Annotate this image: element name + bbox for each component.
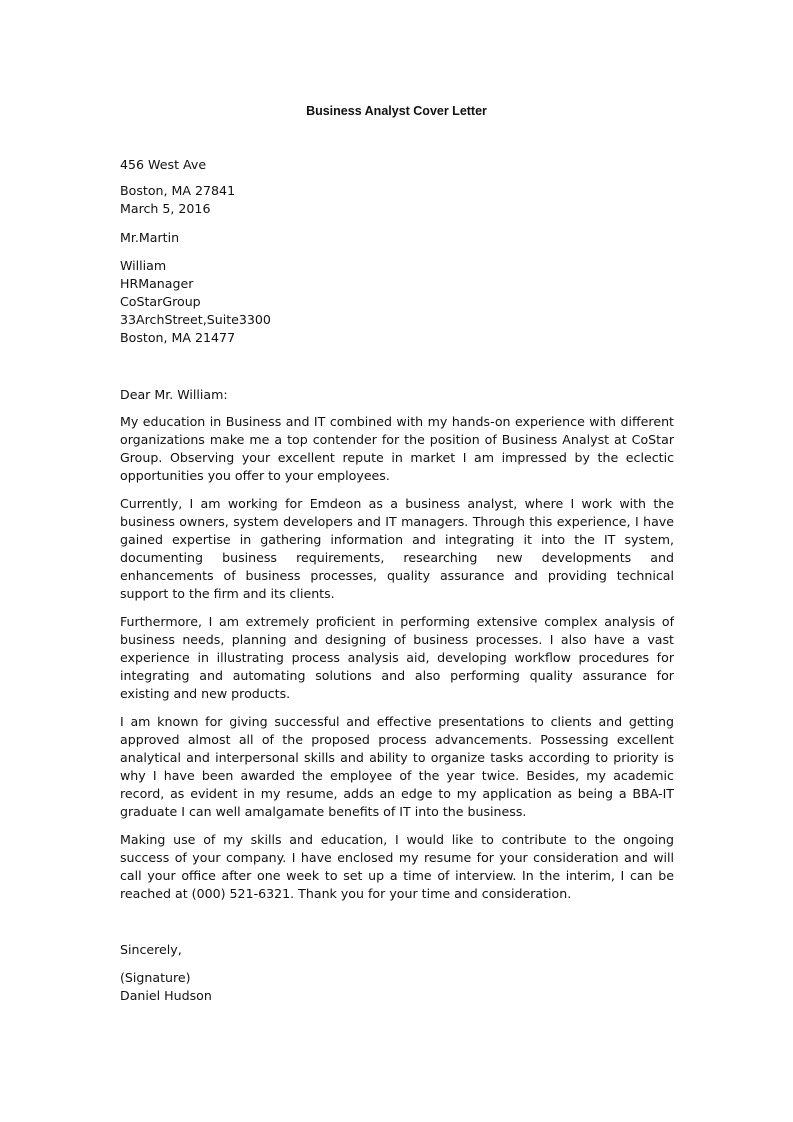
body-paragraph-5: Making use of my skills and education, I would like to contribute to the ongoing success of your company. I have enclosed my resume for your consideration and will call your office after one week to set up a time of interview. In the interim, I can be reached at (000) 521-6321. Thank you for your time and consideration.	[120, 832, 674, 901]
body-paragraph-1: My education in Business and IT combined with my hands-on experience with different organizations make me a top contender for the position of Business Analyst at CoStar Group. Observing your excellent repute in market I am impressed by the eclectic opportunities you offer to your employees.	[120, 414, 674, 483]
recipient-street: 33ArchStreet,Suite3300	[120, 312, 271, 327]
salutation: Dear Mr. William:	[120, 387, 228, 402]
recipient-city-line: Boston, MA 21477	[120, 330, 236, 345]
recipient-company: CoStarGroup	[120, 294, 201, 309]
sender-street	[120, 156, 674, 174]
sender-city-line: Boston, MA 27841	[120, 183, 236, 198]
sender-street-line: 456 West Ave	[120, 157, 207, 172]
signature-block	[120, 969, 674, 1005]
addressee-name-block	[120, 229, 674, 247]
closing: Sincerely,	[120, 942, 182, 957]
recipient-name: William	[120, 258, 167, 273]
signer-name: Daniel Hudson	[120, 988, 212, 1003]
signature-placeholder: (Signature)	[120, 970, 191, 985]
letter-date: March 5, 2016	[120, 201, 211, 216]
recipient-title: HRManager	[120, 276, 194, 291]
body-paragraph-4: I am known for giving successful and effective presentations to clients and getting approved almost all of the proposed process advancements. Possessing excellent analytical and interpersonal skills and ability to organize tasks according to priority is why I have been awarded the employee of the year twice. Besides, my academic record, as evident in my resume, adds an edge to my application as being a BBA-IT graduate I can well amalgamate benefits of IT into the business.	[120, 714, 674, 819]
salutation-block	[120, 386, 674, 404]
sender-address-date	[120, 182, 674, 218]
body-paragraph-3: Furthermore, I am extremely proficient in performing extensive complex analysis of business needs, planning and designing of business processes. I also have a vast experience in illustrating process analysis aid, developing workflow procedures for integrating and automating solutions and also performing quality assurance for existing and new products.	[120, 614, 674, 701]
document-title: Business Analyst Cover Letter	[306, 104, 487, 118]
addressee-name: Mr.Martin	[120, 230, 180, 245]
recipient-address	[120, 257, 674, 347]
body-paragraph-2: Currently, I am working for Emdeon as a business analyst, where I work with the business owners, system developers and IT managers. Through this experience, I have gained expertise in gathering information and integrating it into the IT system, documenting business requirements, researching new developments and enhancements of business processes, quality assurance and providing technical support to the firm and its clients.	[120, 496, 674, 601]
closing-block	[120, 941, 674, 959]
